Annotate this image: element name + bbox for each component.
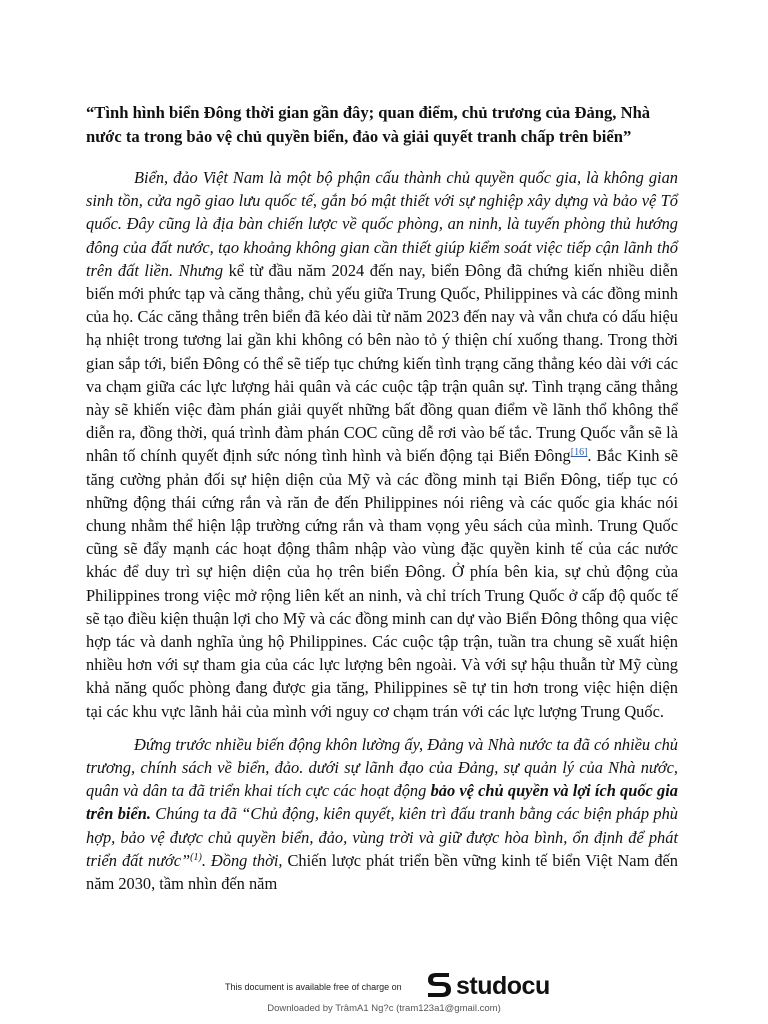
studocu-logo-text: studocu	[456, 972, 550, 1000]
studocu-logo[interactable]	[424, 969, 550, 1004]
availability-note: This document is available free of charge on	[225, 982, 402, 992]
download-attribution: Downloaded by TrâmA1 Ng?c (tram123a1@gmail.com)	[267, 1003, 501, 1014]
paragraph-1	[86, 166, 678, 723]
paragraph-1-text-b: . Bắc Kinh sẽ tăng cường phản đối sự hiện diện của Mỹ và các đồng minh tại Biển Đông, tiếp tục có những động thái cứng rắn và răn đe đến Philippines nói riêng và các quốc gia khác nói chung nhằm thể hiện lập trường cứng rắn và tham vọng yêu sách của mình. Trung Quốc cũng sẽ đẩy mạnh các hoạt động thâm nhập vào vùng đặc quyền kinh tế của các nước khác để duy trì sự hiện diện của họ trên biển Đông. Ở phía bên kia, sự chủ động của Philippines trong việc mở rộng liên kết an ninh, và chỉ trích Trung Quốc ở cấp độ quốc tế sẽ tạo điều kiện thuận lợi cho Mỹ và các đồng minh can dự vào Biển Đông thông qua việc hợp tác và danh nghĩa ủng hộ Philippines. Các cuộc tập trận, tuần tra chung sẽ xuất hiện nhiều hơn với sự tham gia của các lực lượng bên ngoài. Và với sự hậu thuẫn từ Mỹ cùng khả năng quốc phòng đang được gia tăng, Philippines sẽ tự tin hơn trong việc hiện diện tại các khu vực lãnh hải của mình với nguy cơ chạm trán với các lực lượng Trung Quốc.	[86, 446, 679, 721]
document-title: “Tình hình biển Đông thời gian gần đây; quan điểm, chủ trương của Đảng, Nhà nước ta trong bảo vệ chủ quyền biển, đảo và giải quyết tranh chấp trên biển”	[86, 103, 651, 146]
studocu-logo-icon	[424, 969, 454, 1004]
paragraph-2-italic-c: . Đồng thời,	[201, 850, 283, 870]
paragraph-1-italic-lead: Biển, đảo Việt Nam là một bộ phận cấu thành chủ quyền quốc gia, là không gian sinh tồn, cửa ngõ giao lưu quốc tế, gắn bó mật thiết với sự nghiệp xây dựng và bảo vệ Tổ quốc. Đây cũng là địa bàn chiến lược về quốc phòng, an ninh, là tuyến phòng thủ hướng đông của đất nước, tạo khoảng không gian cần thiết giúp kiểm soát việc tiếp cận lãnh thổ trên đất liền. Nhưng	[86, 168, 678, 280]
paragraph-2-italic-b: Chúng ta đã “Chủ động, kiên quyết, kiên trì đấu tranh bằng các biện pháp phù hợp, bảo vệ được chủ quyền biển, đảo, vùng trời và giữ được hòa bình, ổn định để phát triển đất nước”	[86, 804, 678, 870]
document-body	[86, 101, 678, 905]
paragraph-2-italic-a: Đứng trước nhiều biến động khôn lường ấy, Đảng và Nhà nước ta đã có nhiều chủ trương, chính sách về biển, đảo. dưới sự lãnh đạo của Đảng, sự quản lý của Nhà nước, quân và dân ta đã triển khai tích cực các hoạt động	[86, 734, 678, 801]
paragraph-2	[86, 733, 678, 895]
reference-link-16[interactable]: [16]	[570, 447, 588, 459]
paragraph-2-bold-italic: bảo vệ chủ quyền và lợi ích quốc gia trên biển.	[86, 781, 679, 824]
paragraph-2-text: Chiến lược phát triển bền vững kinh tế biển Việt Nam đến năm 2030, tầm nhìn đến năm	[86, 850, 678, 894]
paragraph-1-text-a: kể từ đầu năm 2024 đến nay, biển Đông đã chứng kiến nhiều diễn biến mới phức tạp và căng thẳng, chủ yếu giữa Trung Quốc, Philippines và các đồng minh của họ. Các căng thẳng trên biển đã kéo dài từ năm 2023 đến nay và vẫn chưa có dấu hiệu hạ nhiệt trong tương lai gần khi không có bên nào tỏ ý thiện chí xuống thang. Trong thời gian sắp tới, biển Đông có thể sẽ tiếp tục chứng kiến tình trạng căng thẳng kéo dài với các va chạm giữa các lực lượng hải quân và các cuộc tập trận quân sự. Tình trạng căng thẳng này sẽ khiến việc đàm phán giải quyết những bất đồng quan điểm về lãnh thổ không thể diễn ra, đồng thời, quá trình đàm phán COC cũng dễ rơi vào bế tắc. Trung Quốc vẫn sẽ là nhân tố chính quyết định sức nóng tình hình và biến động tại Biển Đông	[86, 260, 678, 466]
footnote-marker-1: (1)	[190, 851, 202, 863]
studocu-footer	[0, 966, 768, 1024]
